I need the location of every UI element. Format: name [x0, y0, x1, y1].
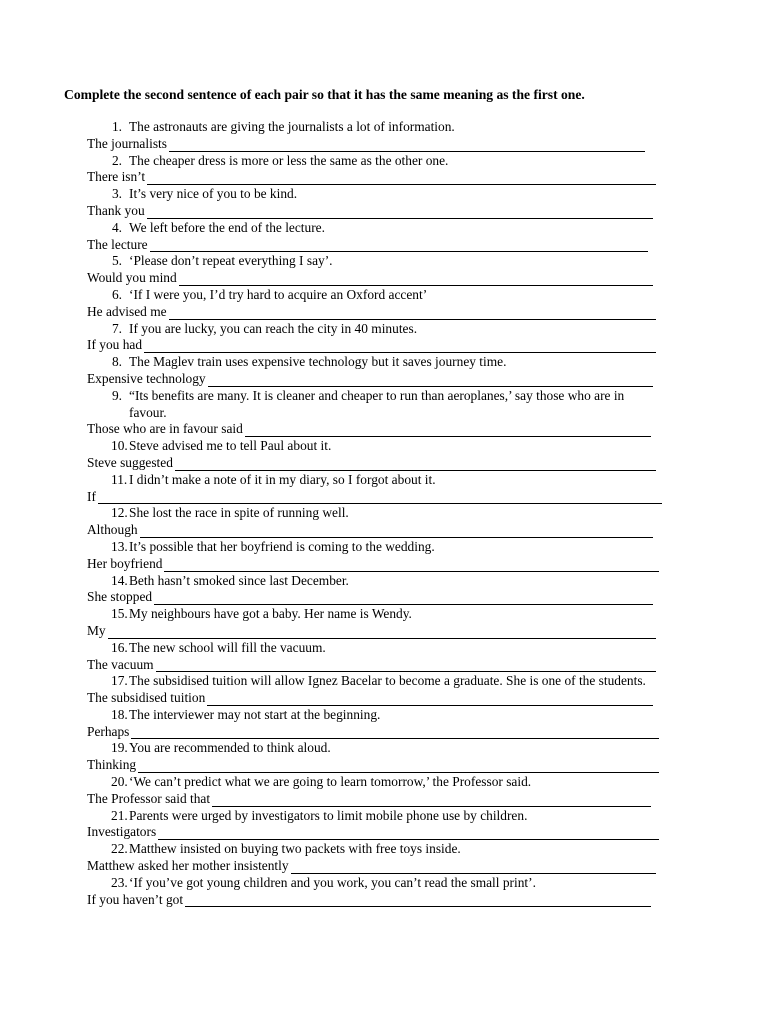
answer-row [87, 455, 656, 472]
answer-row [87, 203, 653, 220]
question-number: 10. [111, 438, 128, 454]
answer-blank-line[interactable] [291, 861, 656, 874]
question-text: If you are lucky, you can reach the city in 40 minutes. [129, 320, 418, 336]
question-number: 3. [111, 186, 122, 202]
answer-starter: Although [87, 522, 138, 538]
question-sentence [87, 438, 662, 455]
question-text: The new school will fill the vacuum. [129, 639, 326, 655]
question-text: ‘We can’t predict what we are going to learn tomorrow,’ the Professor said. [129, 774, 532, 790]
answer-starter: Thinking [87, 757, 137, 773]
answer-row [87, 589, 653, 606]
question-sentence [87, 740, 662, 757]
answer-starter: Investigators [87, 824, 157, 840]
answer-starter: Perhaps [87, 723, 130, 739]
answer-blank-line[interactable] [131, 726, 659, 739]
question-text: She lost the race in spite of running well. [129, 505, 349, 521]
question-sentence [87, 153, 662, 170]
question-sentence [87, 573, 662, 590]
question-text: It’s possible that her boyfriend is coming to the wedding. [129, 538, 435, 554]
answer-row [87, 724, 659, 741]
question-sentence [87, 606, 662, 623]
answer-starter: He advised me [87, 303, 167, 319]
answer-blank-line[interactable] [179, 273, 653, 286]
question-sentence [87, 673, 662, 690]
answer-blank-line[interactable] [147, 206, 653, 219]
question-text: ‘If I were you, I’d try hard to acquire an Oxford accent’ [129, 286, 428, 302]
answer-starter: The journalists [87, 135, 167, 151]
question-text: The Maglev train uses expensive technology but it saves journey time. [129, 354, 507, 370]
answer-blank-line[interactable] [175, 458, 656, 471]
answer-row [87, 136, 645, 153]
answer-starter: She stopped [87, 589, 153, 605]
answer-row [87, 858, 656, 875]
question-number: 21. [111, 807, 128, 823]
answer-starter: My [87, 622, 106, 638]
question-sentence [87, 321, 662, 338]
answer-starter: Thank you [87, 202, 145, 218]
answer-starter: If you had [87, 337, 143, 353]
answer-row [87, 489, 662, 506]
question-text: ‘If you’ve got young children and you work, you can’t read the small print’. [129, 874, 536, 890]
question-sentence [87, 774, 662, 791]
answer-blank-line[interactable] [150, 239, 648, 252]
answer-row [87, 657, 656, 674]
question-number: 15. [111, 606, 128, 622]
question-sentence [87, 119, 662, 136]
answer-blank-line[interactable] [138, 760, 659, 773]
question-text: My neighbours have got a baby. Her name is Wendy. [129, 606, 412, 622]
answer-blank-line[interactable] [154, 592, 653, 605]
question-number: 23. [111, 874, 128, 890]
answer-blank-line[interactable] [140, 525, 653, 538]
answer-starter: Her boyfriend [87, 555, 163, 571]
answer-starter: Matthew asked her mother insistently [87, 858, 289, 874]
question-number: 8. [111, 354, 122, 370]
question-number: 16. [111, 639, 128, 655]
answer-blank-line[interactable] [98, 491, 662, 504]
answer-blank-line[interactable] [156, 659, 656, 672]
answer-starter: The subsidised tuition [87, 690, 206, 706]
question-text: The subsidised tuition will allow Ignez Bacelar to become a graduate. She is one of the students. [129, 673, 646, 689]
question-text: The cheaper dress is more or less the same as the other one. [129, 152, 449, 168]
answer-blank-line[interactable] [108, 626, 656, 639]
answer-row [87, 237, 648, 254]
answer-blank-line[interactable] [212, 794, 651, 807]
question-number: 9. [111, 387, 122, 403]
question-text: The interviewer may not start at the beginning. [129, 706, 381, 722]
answer-starter: Expensive technology [87, 370, 206, 386]
answer-row [87, 623, 656, 640]
question-sentence [87, 875, 662, 892]
question-text: The astronauts are giving the journalists a lot of information. [129, 119, 455, 134]
question-text: Steve advised me to tell Paul about it. [129, 438, 332, 454]
question-number: 5. [111, 253, 122, 269]
question-number: 2. [111, 152, 122, 168]
answer-row [87, 270, 653, 287]
question-sentence [87, 354, 662, 371]
answer-starter: The Professor said that [87, 790, 211, 806]
question-number: 12. [111, 505, 128, 521]
question-sentence [87, 539, 662, 556]
question-text: We left before the end of the lecture. [129, 219, 325, 235]
question-number: 4. [111, 219, 122, 235]
question-number: 1. [111, 119, 122, 134]
question-sentence [87, 505, 662, 522]
answer-blank-line[interactable] [169, 307, 656, 320]
answer-blank-line[interactable] [147, 172, 656, 185]
question-sentence [87, 640, 662, 657]
answer-starter: The lecture [87, 236, 148, 252]
question-sentence [87, 388, 662, 422]
answer-starter: If you haven’t got [87, 891, 184, 907]
answer-blank-line[interactable] [169, 139, 645, 152]
question-text: It’s very nice of you to be kind. [129, 186, 298, 202]
exercise-list [87, 119, 662, 908]
answer-starter: The vacuum [87, 656, 154, 672]
answer-row [87, 304, 656, 321]
answer-blank-line[interactable] [144, 340, 656, 353]
question-number: 6. [111, 286, 122, 302]
answer-starter: Steve suggested [87, 454, 173, 470]
question-sentence [87, 220, 662, 237]
answer-blank-line[interactable] [164, 559, 659, 572]
answer-starter: Would you mind [87, 270, 177, 286]
question-number: 11. [111, 471, 128, 487]
question-text: Beth hasn’t smoked since last December. [129, 572, 349, 588]
answer-row [87, 892, 651, 909]
answer-row [87, 522, 653, 539]
answer-blank-line[interactable] [245, 424, 651, 437]
answer-row [87, 690, 653, 707]
question-sentence [87, 808, 662, 825]
question-number: 17. [111, 673, 128, 689]
answer-blank-line[interactable] [185, 894, 651, 907]
answer-starter: Those who are in favour said [87, 421, 243, 437]
question-text: Parents were urged by investigators to limit mobile phone use by children. [129, 807, 528, 823]
answer-row [87, 556, 659, 573]
answer-row [87, 791, 651, 808]
answer-row [87, 824, 659, 841]
question-sentence [87, 186, 662, 203]
answer-row [87, 169, 656, 186]
question-text: “Its benefits are many. It is cleaner and cheaper to run than aeroplanes,’ say those who are in favour. [129, 387, 625, 420]
question-number: 7. [111, 320, 122, 336]
question-sentence [87, 707, 662, 724]
answer-row [87, 421, 651, 438]
question-text: ‘Please don’t repeat everything I say’. [129, 253, 333, 269]
question-sentence [87, 472, 662, 489]
answer-starter: If [87, 488, 96, 504]
question-text: I didn’t make a note of it in my diary, so I forgot about it. [129, 471, 436, 487]
instruction-heading: Complete the second sentence of each pair so that it has the same meaning as the first one. [64, 87, 585, 102]
question-text: Matthew insisted on buying two packets with free toys inside. [129, 841, 461, 857]
question-number: 18. [111, 706, 128, 722]
answer-starter: There isn’t [87, 169, 146, 185]
answer-row [87, 757, 659, 774]
answer-row [87, 371, 653, 388]
answer-blank-line[interactable] [158, 827, 659, 840]
question-sentence [87, 253, 662, 270]
answer-blank-line[interactable] [208, 374, 653, 387]
question-text: You are recommended to think aloud. [129, 740, 331, 756]
answer-blank-line[interactable] [207, 693, 653, 706]
question-number: 14. [111, 572, 128, 588]
question-number: 22. [111, 841, 128, 857]
question-sentence [87, 287, 662, 304]
question-number: 19. [111, 740, 128, 756]
answer-row [87, 337, 656, 354]
question-number: 13. [111, 538, 128, 554]
question-number: 20. [111, 774, 128, 790]
question-sentence [87, 841, 662, 858]
